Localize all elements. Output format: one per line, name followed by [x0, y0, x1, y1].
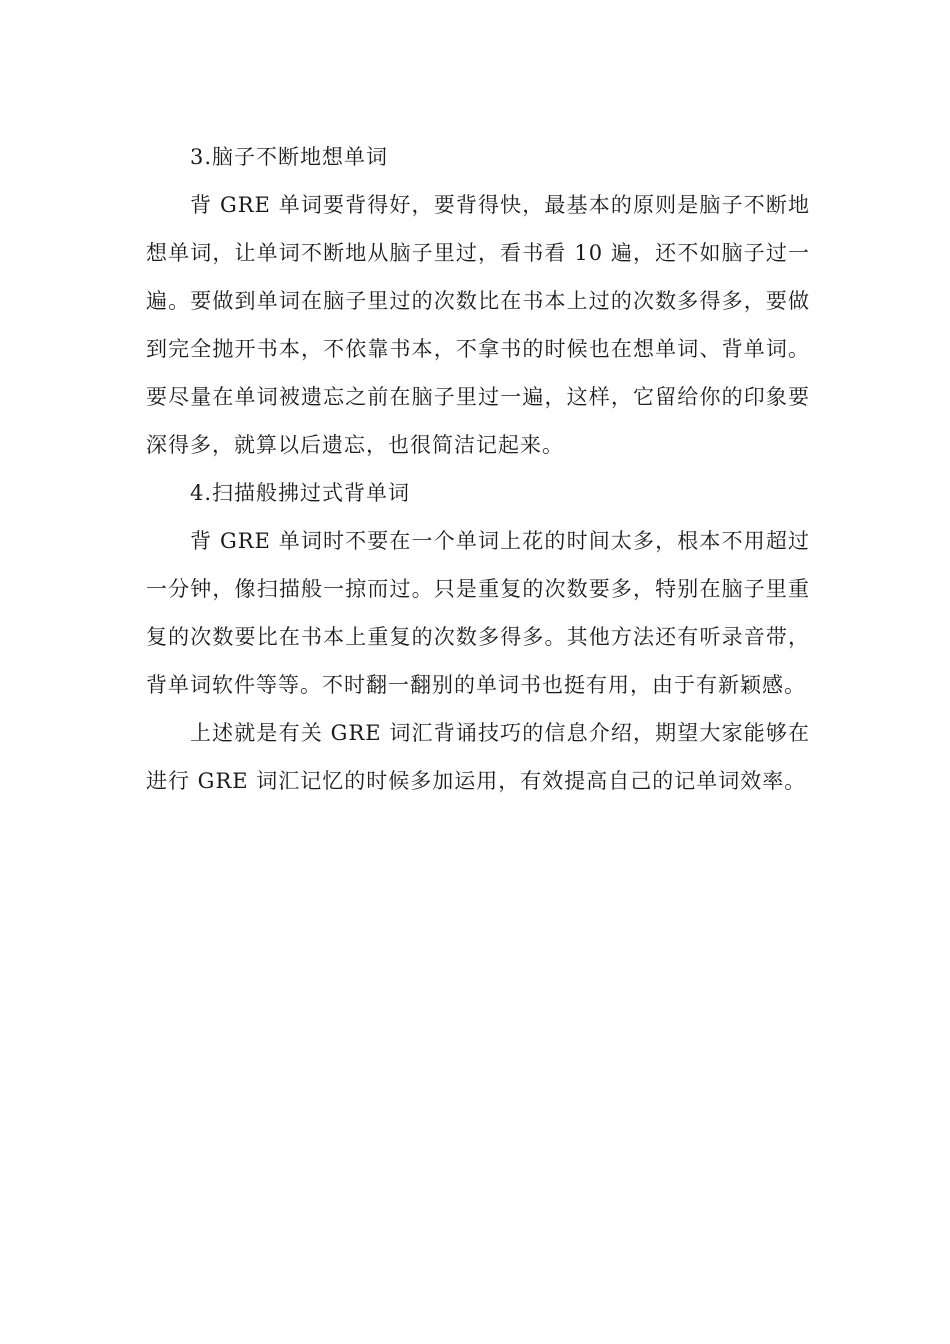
document-body — [146, 133, 810, 805]
section-heading-4: 4.扫描般拂过式背单词 — [190, 481, 411, 505]
paragraph-conclusion: 上述就是有关 GRE 词汇背诵技巧的信息介绍，期望大家能够在进行 GRE 词汇记忆的时候多加运用，有效提高自己的记单词效率。 — [146, 721, 810, 793]
paragraph-think-words: 背 GRE 单词要背得好，要背得快，最基本的原则是脑子不断地想单词，让单词不断地从脑子里过，看书看 10 遍，还不如脑子过一遍。要做到单词在脑子里过的次数比在书本上过的次数多得多，要做到完全抛开书本，不依靠书本，不拿书的时候也在想单词、背单词。要尽量在单词被遗忘之前在脑子里过一遍，这样，它留给你的印象要深得多，就算以后遗忘，也很简洁记起来。 — [146, 193, 810, 457]
paragraph-scan-words: 背 GRE 单词时不要在一个单词上花的时间太多，根本不用超过一分钟，像扫描般一掠而过。只是重复的次数要多，特别在脑子里重复的次数要比在书本上重复的次数多得多。其他方法还有听录音带，背单词软件等等。不时翻一翻别的单词书也挺有用，由于有新颖感。 — [146, 529, 810, 697]
section-heading-3: 3.脑子不断地想单词 — [190, 145, 389, 169]
